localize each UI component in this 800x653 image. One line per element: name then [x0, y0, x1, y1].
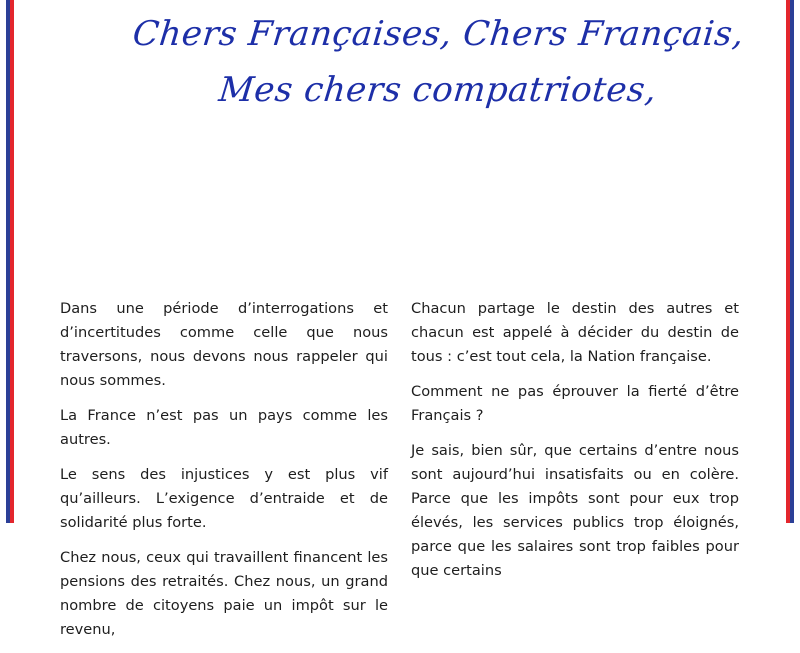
paragraph: Chez nous, ceux qui travaillent financent les pensions des retraités. Chez nous, un grand nombre de citoyens paie un impôt sur le revenu, — [60, 549, 388, 638]
paragraph: Comment ne pas éprouver la fierté d’être Français ? — [411, 383, 739, 424]
paragraph: Chacun partage le destin des autres et chacun est appelé à décider du destin de tous : c’est tout cela, la Nation française. — [411, 300, 739, 365]
paragraph: Le sens des injustices y est plus vif qu’ailleurs. L’exigence d’entraide et de solidarité plus forte. — [60, 466, 388, 531]
paragraph: Je sais, bien sûr, que certains d’entre nous sont aujourd’hui insatisfaits ou en colère. Parce que les impôts sont pour eux trop élevés, les services publics trop éloignés, parce que les salaires sont trop faibles pour que certains — [411, 442, 739, 579]
letter-right-column — [411, 297, 739, 594]
handwritten-salutation — [125, 14, 746, 110]
paragraph: La France n’est pas un pays comme les autres. — [60, 407, 388, 448]
salutation-line-2: Mes chers compatriotes, — [216, 70, 659, 110]
letter-left-column — [60, 297, 388, 653]
flag-border-blue-right — [790, 0, 794, 523]
flag-border-red-left — [10, 0, 14, 523]
paragraph: Dans une période d’interrogations et d’incertitudes comme celle que nous traversons, nous devons nous rappeler qui nous sommes. — [60, 300, 388, 389]
salutation-line-1: Chers Françaises, Chers Français, — [130, 14, 746, 54]
